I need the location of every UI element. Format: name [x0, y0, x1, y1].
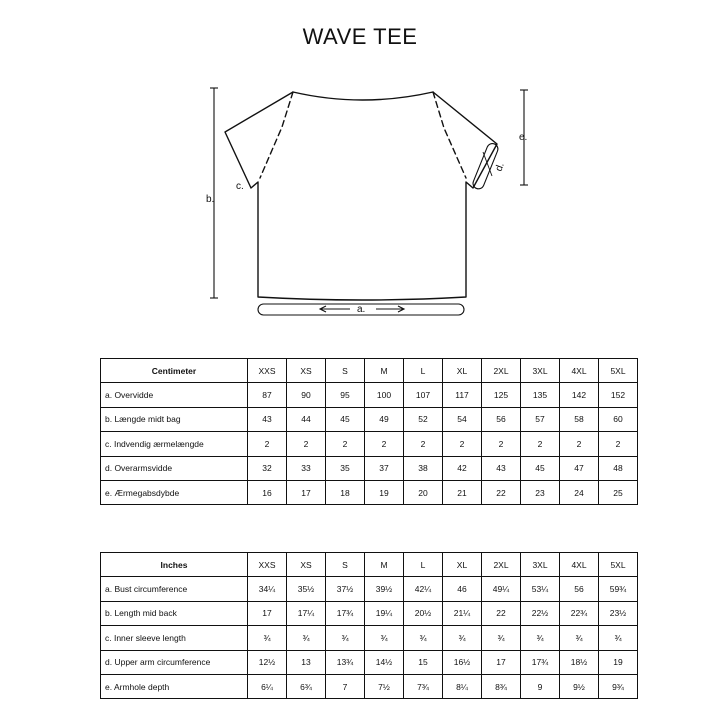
table-cell: 8¼	[443, 674, 482, 698]
table-cell: 2	[404, 432, 443, 456]
table-cell: 2	[287, 432, 326, 456]
size-header: L	[404, 553, 443, 577]
table-cell: 43	[248, 407, 287, 431]
table-row	[101, 456, 638, 480]
table-cell: ¾	[443, 626, 482, 650]
table-cell: 117	[443, 383, 482, 407]
table-cell: 37½	[326, 577, 365, 601]
table-cell: 2	[443, 432, 482, 456]
table-cell: 35	[326, 456, 365, 480]
size-header: 2XL	[482, 359, 521, 383]
table-cell: 9	[521, 674, 560, 698]
page-title: WAVE TEE	[302, 24, 418, 49]
table-cell: 57	[521, 407, 560, 431]
table-cell: 46	[443, 577, 482, 601]
table-cell: 49	[365, 407, 404, 431]
table-cell: 17	[248, 601, 287, 625]
table-cell: 17¼	[287, 601, 326, 625]
table-cell: 6¼	[248, 674, 287, 698]
row-label: a. Bust circumference	[101, 577, 248, 601]
table-cell: 38	[404, 456, 443, 480]
table-cell: 54	[443, 407, 482, 431]
table-cell: 23	[521, 480, 560, 504]
table-cell: 20½	[404, 601, 443, 625]
table-cell: 87	[248, 383, 287, 407]
size-header: S	[326, 553, 365, 577]
table-cell: 19	[365, 480, 404, 504]
table-cell: ¾	[326, 626, 365, 650]
table-cell: 125	[482, 383, 521, 407]
table-cell: 142	[560, 383, 599, 407]
row-label: b. Length mid back	[101, 601, 248, 625]
table-cell: 17	[287, 480, 326, 504]
table-cell: 56	[560, 577, 599, 601]
table-cell: 135	[521, 383, 560, 407]
size-header: XXS	[248, 359, 287, 383]
size-header: 4XL	[560, 359, 599, 383]
table-row	[101, 601, 638, 625]
row-label: d. Overarmsvidde	[101, 456, 248, 480]
table-cell: 23½	[599, 601, 638, 625]
table-cell: 39½	[365, 577, 404, 601]
label-b: b.	[206, 194, 215, 205]
table-cell: 152	[599, 383, 638, 407]
table-cell: 17	[482, 650, 521, 674]
table-cell: 18	[326, 480, 365, 504]
row-label: d. Upper arm circumference	[101, 650, 248, 674]
table-cell: 16	[248, 480, 287, 504]
table-cell: ¾	[365, 626, 404, 650]
table-cell: 42	[443, 456, 482, 480]
table-cell: 35½	[287, 577, 326, 601]
table-cell: ¾	[287, 626, 326, 650]
table-cell: 2	[326, 432, 365, 456]
size-header: XXS	[248, 553, 287, 577]
table-cell: 21	[443, 480, 482, 504]
table-cell: 9½	[560, 674, 599, 698]
table-cell: ¾	[404, 626, 443, 650]
tee-body-outline	[225, 92, 497, 300]
row-label: c. Indvendig ærmelængde	[101, 432, 248, 456]
row-label: e. Armhole depth	[101, 674, 248, 698]
table-header-label: Inches	[101, 553, 248, 577]
label-e: e.	[519, 132, 528, 143]
table-cell: 19¼	[365, 601, 404, 625]
table-cell: 8¾	[482, 674, 521, 698]
table-cell: ¾	[482, 626, 521, 650]
table-cell: 100	[365, 383, 404, 407]
table-cell: 2	[521, 432, 560, 456]
table-header-row	[101, 359, 638, 383]
table-cell: 17¾	[521, 650, 560, 674]
table-row	[101, 480, 638, 504]
table-cell: 22½	[521, 601, 560, 625]
table-cell: 22	[482, 480, 521, 504]
table-cell: 34¼	[248, 577, 287, 601]
table-cell: ¾	[560, 626, 599, 650]
raglan-seam-left	[260, 92, 293, 178]
table-cell: 13	[287, 650, 326, 674]
row-label: a. Overvidde	[101, 383, 248, 407]
table-cell: 32	[248, 456, 287, 480]
row-label: e. Ærmegabsdybde	[101, 480, 248, 504]
size-header: 3XL	[521, 553, 560, 577]
table-row	[101, 577, 638, 601]
table-cell: 7	[326, 674, 365, 698]
row-label: b. Længde midt bag	[101, 407, 248, 431]
table-cell: 22¾	[560, 601, 599, 625]
label-d: d.	[493, 161, 507, 173]
table-cell: 2	[248, 432, 287, 456]
size-header: 5XL	[599, 359, 638, 383]
size-header: XS	[287, 553, 326, 577]
size-header: 4XL	[560, 553, 599, 577]
table-cell: 45	[521, 456, 560, 480]
table-cell: 24	[560, 480, 599, 504]
table-cell: ¾	[599, 626, 638, 650]
table-cell: 7½	[365, 674, 404, 698]
table-cell: 2	[365, 432, 404, 456]
size-header: M	[365, 553, 404, 577]
table-cell: 19	[599, 650, 638, 674]
tee-schematic	[0, 0, 720, 340]
table-cell: 33	[287, 456, 326, 480]
table-cell: 7¾	[404, 674, 443, 698]
table-row	[101, 383, 638, 407]
table-cell: 2	[599, 432, 638, 456]
table-cell: 6¾	[287, 674, 326, 698]
size-header: S	[326, 359, 365, 383]
table-cell: 58	[560, 407, 599, 431]
table-cell: 59¾	[599, 577, 638, 601]
table-cell: 2	[560, 432, 599, 456]
table-cell: 42¼	[404, 577, 443, 601]
size-header: 5XL	[599, 553, 638, 577]
table-cell: 48	[599, 456, 638, 480]
size-header: XS	[287, 359, 326, 383]
table-cell: 49¼	[482, 577, 521, 601]
table-cell: 37	[365, 456, 404, 480]
table-cell: 95	[326, 383, 365, 407]
table-cell: 21¼	[443, 601, 482, 625]
table-cell: 17¾	[326, 601, 365, 625]
table-row	[101, 674, 638, 698]
table-cell: 25	[599, 480, 638, 504]
size-header: 3XL	[521, 359, 560, 383]
table-cell: 2	[482, 432, 521, 456]
table-row	[101, 626, 638, 650]
table-cell: 53¼	[521, 577, 560, 601]
table-header-label: Centimeter	[101, 359, 248, 383]
table-row	[101, 407, 638, 431]
size-header: L	[404, 359, 443, 383]
centimeter-size-table	[100, 358, 638, 505]
table-cell: 45	[326, 407, 365, 431]
table-cell: ¾	[521, 626, 560, 650]
table-cell: 44	[287, 407, 326, 431]
label-c: c.	[236, 181, 244, 192]
table-row	[101, 650, 638, 674]
table-cell: 107	[404, 383, 443, 407]
table-cell: 14½	[365, 650, 404, 674]
size-header: 2XL	[482, 553, 521, 577]
table-row	[101, 432, 638, 456]
table-cell: 47	[560, 456, 599, 480]
table-cell: 13¾	[326, 650, 365, 674]
table-cell: ¾	[248, 626, 287, 650]
table-cell: 16½	[443, 650, 482, 674]
table-cell: 43	[482, 456, 521, 480]
table-cell: 9¾	[599, 674, 638, 698]
table-header-row	[101, 553, 638, 577]
table-cell: 20	[404, 480, 443, 504]
inches-size-table	[100, 552, 638, 699]
table-cell: 18½	[560, 650, 599, 674]
size-header: M	[365, 359, 404, 383]
table-cell: 52	[404, 407, 443, 431]
table-cell: 12½	[248, 650, 287, 674]
size-header: XL	[443, 359, 482, 383]
table-cell: 60	[599, 407, 638, 431]
size-header: XL	[443, 553, 482, 577]
row-label: c. Inner sleeve length	[101, 626, 248, 650]
table-cell: 56	[482, 407, 521, 431]
label-a: a.	[357, 304, 366, 315]
table-cell: 90	[287, 383, 326, 407]
table-cell: 22	[482, 601, 521, 625]
table-cell: 15	[404, 650, 443, 674]
